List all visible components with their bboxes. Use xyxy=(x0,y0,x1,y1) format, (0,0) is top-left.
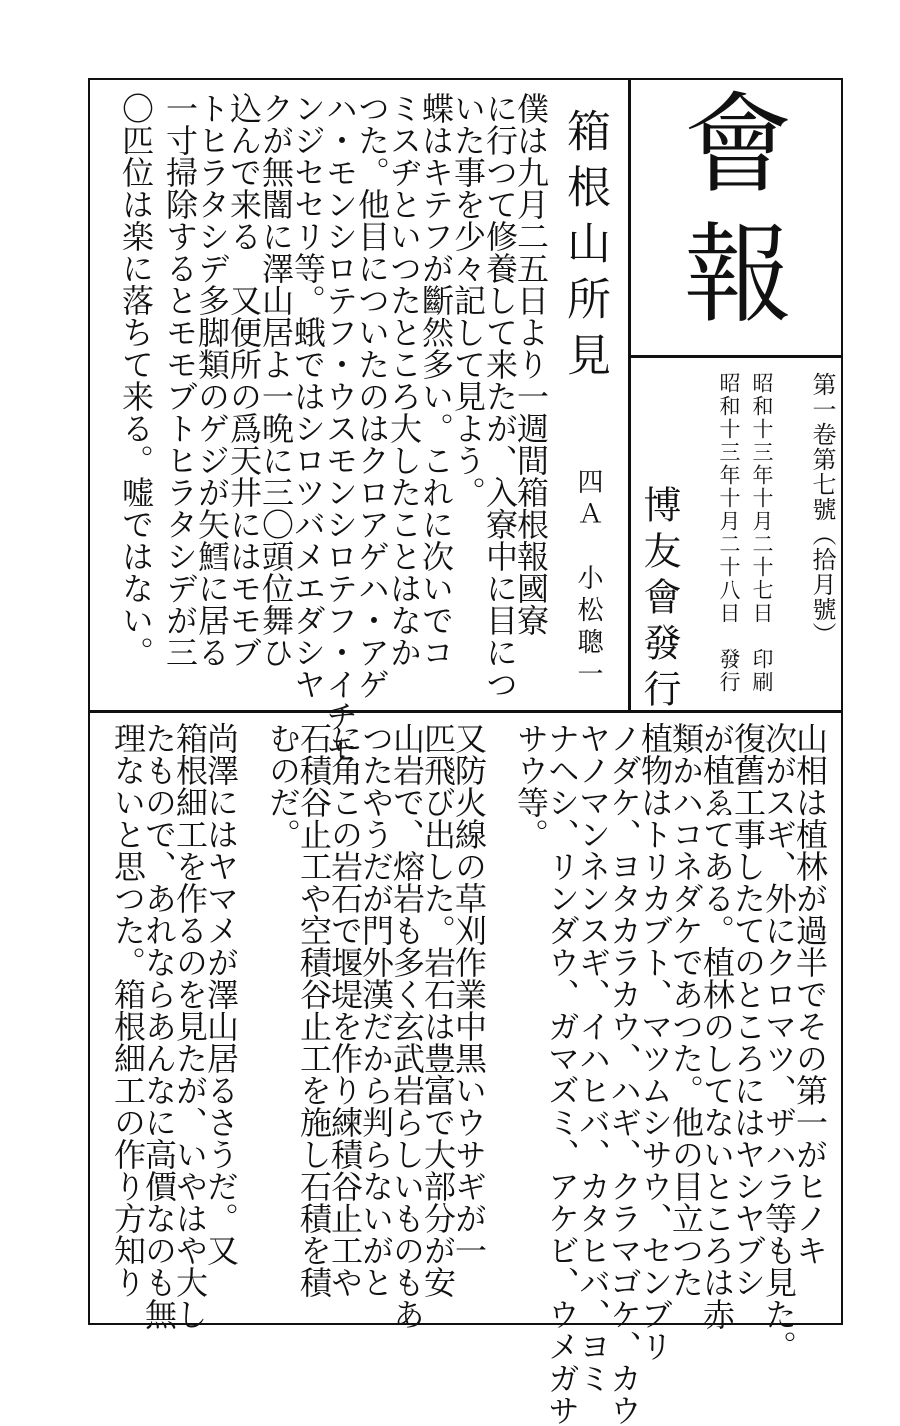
bottom-line-1: 山相は植林が過半でその第一がヒノキ xyxy=(791,722,829,1266)
bottom-line-3: 復舊工事したてのところにはヤシヤブシ xyxy=(729,722,767,1298)
print-date: 昭和十三年十月二十七日 印刷 xyxy=(750,372,774,694)
bottom-line-19: 尚澤にはヤマメが澤山居るさうだ。又 xyxy=(202,722,240,1266)
bottom-line-13: 匹飛び出した。岩石は豊富で大部分が安 xyxy=(419,722,457,1298)
section-divider xyxy=(88,710,843,713)
top-line-9: クが無闇に澤山居よ一晩に三〇頭位舞ひ xyxy=(257,92,295,668)
top-line-2: に行つて修養して来たが、入寮中に目につ xyxy=(481,92,519,700)
masthead-divider-vertical xyxy=(628,78,631,710)
top-line-3: いた事を少々記して見よう。 xyxy=(449,92,487,508)
bottom-line-21: たもので、あれならあんなに高價なのも無 xyxy=(140,722,178,1330)
bottom-line-16: に角この岩石で堰堤を作り練積谷止工や xyxy=(326,722,364,1298)
bottom-line-5: 類かハコネダケであつた。他の目立つた xyxy=(667,722,705,1298)
bottom-line-17: 石積谷止工や空積谷止工を施し石積を積 xyxy=(295,722,333,1298)
bottom-line-10: サウ等。 xyxy=(512,722,550,850)
masthead-title-top: 會 xyxy=(684,83,793,208)
top-line-7: ハ・モンシロテフ・ウスモンシロテフ・イチモ xyxy=(321,92,359,764)
top-line-8: ンジセセリ等。蛾ではシロツバメエダシヤ xyxy=(289,92,327,700)
bottom-line-6: 植物はトリカブト、マツムシサウ、センブリ xyxy=(636,722,674,1362)
masthead-divider-horizontal xyxy=(630,355,843,358)
top-line-10: 込んで来る 又便所の爲天井にはモモブ xyxy=(225,92,263,668)
top-line-1: 僕は九月二五日より一週間箱根報國寮 xyxy=(512,92,550,636)
publisher: 博友會發行 xyxy=(637,485,681,715)
top-line-6: つた。他目についたのはクロアゲハ・アゲ xyxy=(353,92,391,700)
bottom-line-18: むのだ。 xyxy=(264,722,302,850)
top-line-11: トヒラタシデ多脚類のゲジが矢鱈に居る xyxy=(193,92,231,668)
issue-date: 昭和十三年十月二十八日 發行 xyxy=(717,372,741,694)
top-line-13: 〇匹位は楽に落ちて来る。嘘ではない。 xyxy=(117,92,155,668)
article-author: 四Ａ 小松聰一 xyxy=(573,468,603,692)
issue-number: 第一卷第七號（拾月號） xyxy=(808,372,836,647)
bottom-line-12: 又防火線の草刈作業中黒いウサギが一 xyxy=(450,722,488,1266)
bottom-line-14: 山岩で、熔岩も多く玄武岩らしいものもあ xyxy=(388,722,426,1330)
bottom-line-9: ナヘシ、リンダウ、ガマズミ、アケビ、ウメガサ xyxy=(543,722,581,1426)
bottom-line-8: ヤノマンネンスギ、イハヒバ、カタヒバ、ヨミ xyxy=(574,722,612,1394)
bottom-line-7: ノダケ、ヨタカラカウ、ハギ、クラマゴケ、カウ xyxy=(605,722,643,1426)
bottom-line-20: 箱根細工を作るのを見たが、いやはや大し xyxy=(171,722,209,1330)
bottom-line-22: 理ないと思つた。箱根細工の作り方知り xyxy=(109,722,147,1298)
bottom-line-4: が植ゑてある。植林のしてないところは赤 xyxy=(698,722,736,1330)
top-line-4: 蝶はキテフが斷然多い。これに次いでコ xyxy=(417,92,455,668)
top-line-5: ミスヂといつたところ大したことはなか xyxy=(385,92,423,668)
masthead-title-bottom: 報 xyxy=(684,213,793,338)
bottom-line-2: 次がスギ、外にクロマツ、ザハラ等も見た。 xyxy=(760,722,798,1362)
bottom-line-15: つたやうだが門外漢だから判らないがと xyxy=(357,722,395,1298)
top-line-12: 一寸掃除するとモモブトヒラタシデが三 xyxy=(161,92,199,668)
article-title: 箱根山所見 xyxy=(559,108,610,388)
